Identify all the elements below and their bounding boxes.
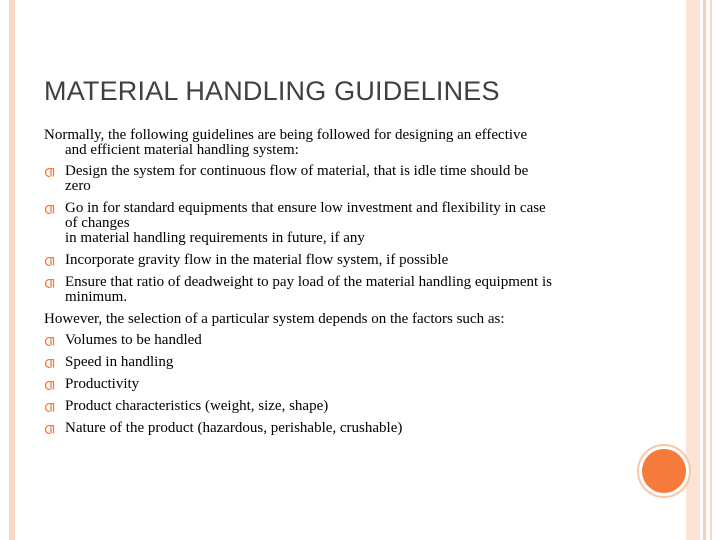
reversed-p-bullet-icon [45,359,55,368]
guideline-item [44,201,634,246]
factor-text: Product characteristics (weight, size, shape) [65,398,329,414]
guideline-item [44,253,634,268]
left-frame-border [9,0,15,540]
factor-text: Productivity [65,376,140,392]
intro-paragraph [44,128,634,158]
guideline-text-line: Incorporate gravity flow in the material flow system, if possible [65,252,449,268]
factor-item [44,333,634,348]
guideline-text-line: Design the system for continuous flow of material, that is idle time should be [65,163,529,179]
reversed-p-bullet-icon [45,403,55,412]
factor-text: Speed in handling [65,354,174,370]
reversed-p-bullet-icon [45,257,55,266]
factor-item [44,355,634,370]
decorative-circle [642,449,686,493]
slide-title: MATERIAL HANDLING GUIDELINES [44,76,500,106]
slide-body [44,128,634,443]
guideline-text-line: Ensure that ratio of deadweight to pay load of the material handling equipment is [65,274,552,290]
reversed-p-bullet-icon [45,425,55,434]
factor-item [44,421,634,436]
reversed-p-bullet-icon [45,168,55,177]
right-frame-line [703,0,706,540]
factor-text: Volumes to be handled [65,332,202,348]
right-frame-band [686,0,700,540]
intro-line-1: Normally, the following guidelines are being followed for designing an effective [44,127,528,143]
intro-line-2: and efficient material handling system: [65,142,299,158]
right-frame-line-outer [710,0,712,540]
reversed-p-bullet-icon [45,205,55,214]
guideline-text-line: zero [65,178,91,194]
reversed-p-bullet-icon [45,279,55,288]
guideline-text-line: of changes [65,215,130,231]
factors-intro: However, the selection of a particular system depends on the factors such as: [44,311,505,327]
guideline-item [44,164,634,194]
factor-item [44,399,634,414]
guideline-text-line: Go in for standard equipments that ensure low investment and flexibility in case [65,200,546,216]
reversed-p-bullet-icon [45,337,55,346]
guideline-text-line: minimum. [65,289,128,305]
factor-text: Nature of the product (hazardous, perishable, crushable) [65,420,403,436]
guideline-text-line: in material handling requirements in future, if any [65,230,365,246]
reversed-p-bullet-icon [45,381,55,390]
guideline-item [44,275,634,305]
factor-item [44,377,634,392]
